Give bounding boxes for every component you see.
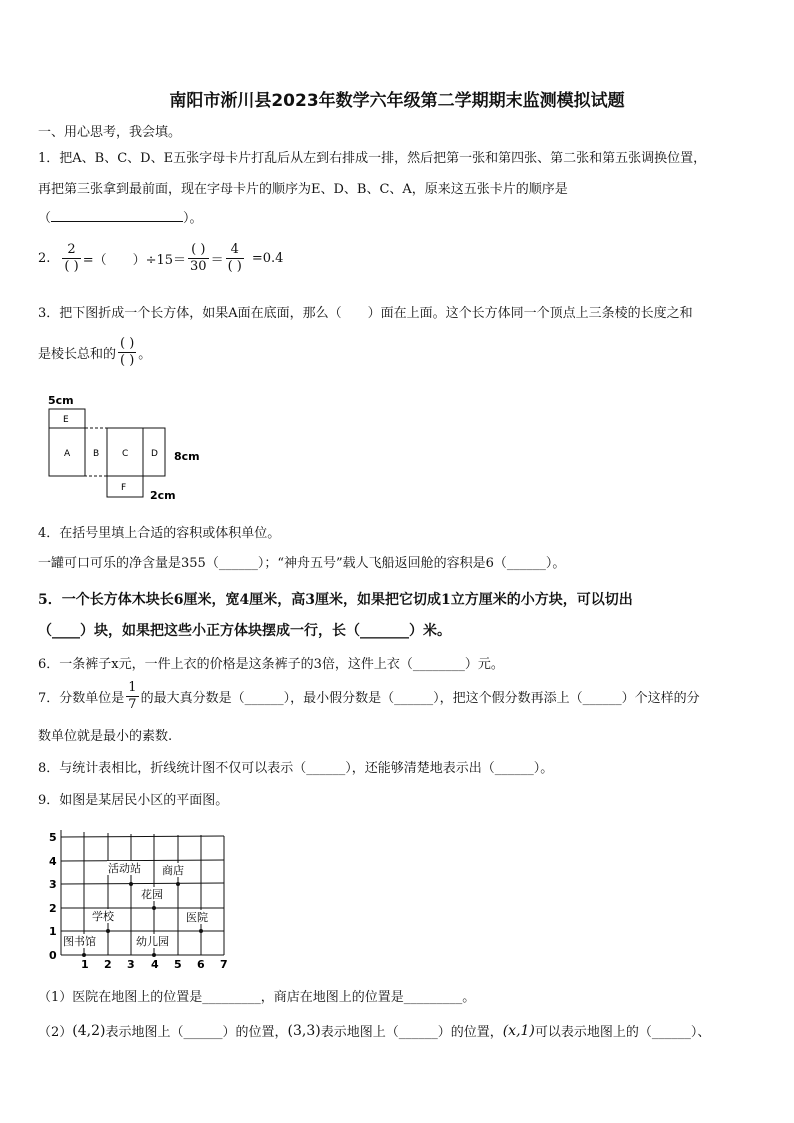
question-8: 8．与统计表相比，折线统计图不仅可以表示（______），还能够清楚地表示出（______）。	[38, 761, 554, 776]
answer-blank[interactable]	[51, 209, 183, 222]
x-axis-ticks	[81, 958, 228, 971]
x-tick: 4	[151, 958, 159, 971]
equation-text: =（ ）÷15＝	[82, 253, 187, 268]
page-title: 南阳市淅川县2023年数学六年级第二学期期末监测模拟试题	[169, 91, 625, 111]
face-label-e: E	[63, 415, 69, 425]
place-label-hospital: 医院	[186, 911, 208, 924]
fraction-3	[226, 242, 244, 275]
question-9-line-1: 9．如图是某居民小区的平面图。	[38, 793, 229, 808]
fraction-denominator: 7	[128, 697, 137, 712]
point-school	[106, 929, 110, 933]
face-label-f: F	[121, 483, 127, 493]
face-label-d: D	[151, 449, 158, 459]
sub-2-text: 表示地图上（______）的位置，	[320, 1025, 503, 1040]
y-axis-ticks	[49, 831, 57, 962]
origin-label: 0	[49, 949, 57, 962]
equation-tail: =0.4	[251, 251, 284, 266]
y-tick: 2	[49, 902, 57, 915]
question-3-text: 是棱长总和的	[38, 347, 117, 362]
question-6: 6．一条裤子x元，一件上衣的价格是这条裤子的3倍，这件上衣（________）元。	[38, 657, 504, 672]
fraction-numerator: 2	[67, 242, 76, 257]
place-label-kindergarten: 幼儿园	[136, 935, 169, 948]
fraction-unit	[126, 680, 138, 713]
place-label-garden: 花园	[141, 888, 163, 901]
question-9-sub-2	[38, 1021, 710, 1040]
coordinate-map	[40, 824, 240, 974]
place-label-shop: 商店	[162, 864, 184, 877]
period: 。	[138, 347, 152, 362]
fraction-1	[62, 242, 80, 275]
fraction-numerator[interactable]: ( )	[120, 336, 135, 351]
place-labels	[62, 861, 213, 948]
y-tick: 3	[49, 878, 57, 891]
place-label-library: 图书馆	[63, 935, 96, 948]
point-shop	[176, 882, 180, 886]
point-activity-center	[129, 882, 133, 886]
x-tick: 1	[81, 958, 89, 971]
place-label-school: 学校	[92, 910, 114, 923]
question-9-sub-1: （1）医院在地图上的位置是_________，商店在地图上的位置是_________。	[38, 990, 476, 1005]
question-7-line-1	[38, 680, 700, 713]
question-number: 2.	[38, 251, 51, 266]
fraction-numerator: 1	[128, 680, 137, 695]
question-4-line-2: 一罐可口可乐的净含量是355（______）；“神舟五号”载人飞船返回舱的容积是6（______）。	[38, 556, 566, 571]
coordinate-pair: (3,3)	[287, 1022, 321, 1039]
x-tick: 2	[104, 958, 112, 971]
question-5-line-2: （____）块，如果把这些小正方体块摆成一行，长（_______）米。	[38, 623, 451, 639]
face-label-c: C	[122, 449, 129, 459]
fraction-answer	[118, 336, 136, 369]
question-7-text-post: 的最大真分数是（______），最小假分数是（______），把这个假分数再添上（______）个这样的分	[140, 691, 700, 706]
fraction-denominator: 30	[190, 259, 207, 274]
question-3-line-1: 3．把下图折成一个长方体，如果A面在底面，那么（ ）面在上面。这个长方体同一个顶点上三条棱的长度之和	[38, 306, 693, 321]
point-garden	[152, 906, 156, 910]
face-label-b: B	[93, 449, 100, 459]
x-tick: 5	[174, 958, 182, 971]
question-1-line-2: 再把第三张拿到最前面，现在字母卡片的顺序为E、D、B、C、A，原来这五张卡片的顺序是	[38, 182, 568, 197]
point-kindergarten	[152, 953, 156, 957]
question-1-answer-line	[38, 207, 203, 226]
point-library	[82, 953, 86, 957]
coordinate-pair: (4,2)	[72, 1022, 106, 1039]
fraction-numerator: 4	[230, 242, 239, 257]
question-7-line-2: 数单位就是最小的素数.	[38, 729, 173, 744]
question-5-line-1: 5．一个长方体木块长6厘米，宽4厘米，高3厘米，如果把它切成1立方厘米的小方块，可以切出	[38, 592, 633, 608]
x-tick: 6	[197, 958, 205, 971]
close-paren: ）。	[183, 211, 203, 226]
fraction-denominator[interactable]: ( )	[120, 353, 135, 368]
fraction-denominator[interactable]: ( )	[64, 259, 79, 274]
dimension-label-right: 8cm	[174, 450, 200, 463]
sub-2-text: 表示地图上（______）的位置，	[105, 1025, 288, 1040]
face-label-a: A	[64, 449, 71, 459]
x-tick: 7	[220, 958, 228, 971]
fraction-2	[188, 242, 209, 275]
equals-sign: ＝	[210, 253, 224, 268]
x-tick: 3	[127, 958, 135, 971]
y-tick: 5	[49, 831, 57, 844]
sub-number: （2）	[38, 1025, 73, 1040]
fraction-denominator[interactable]: ( )	[227, 259, 242, 274]
section-heading: 一、用心思考，我会填。	[38, 125, 182, 140]
question-3-line-2	[38, 336, 151, 369]
point-hospital	[199, 929, 203, 933]
y-tick: 4	[49, 855, 57, 868]
cuboid-net-figure	[38, 393, 218, 503]
sub-2-text: 可以表示地图上的（______）、	[534, 1025, 711, 1040]
place-label-activity-center: 活动站	[108, 862, 141, 875]
fraction-numerator[interactable]: ( )	[191, 242, 206, 257]
open-paren: （	[38, 211, 52, 226]
question-2	[38, 242, 283, 275]
question-1-line-1: 1．把A、B、C、D、E五张字母卡片打乱后从左到右排成一排，然后把第一张和第四张、第二张和第五张调换位置，	[38, 151, 707, 166]
question-4-line-1: 4．在括号里填上合适的容积或体积单位。	[38, 526, 281, 541]
dimension-label-bottom: 2cm	[150, 489, 176, 502]
coordinate-pair: (x,1)	[502, 1022, 535, 1039]
y-tick: 1	[49, 925, 57, 938]
dimension-label-top: 5cm	[48, 394, 74, 407]
question-7-text-pre: 7．分数单位是	[38, 691, 125, 706]
